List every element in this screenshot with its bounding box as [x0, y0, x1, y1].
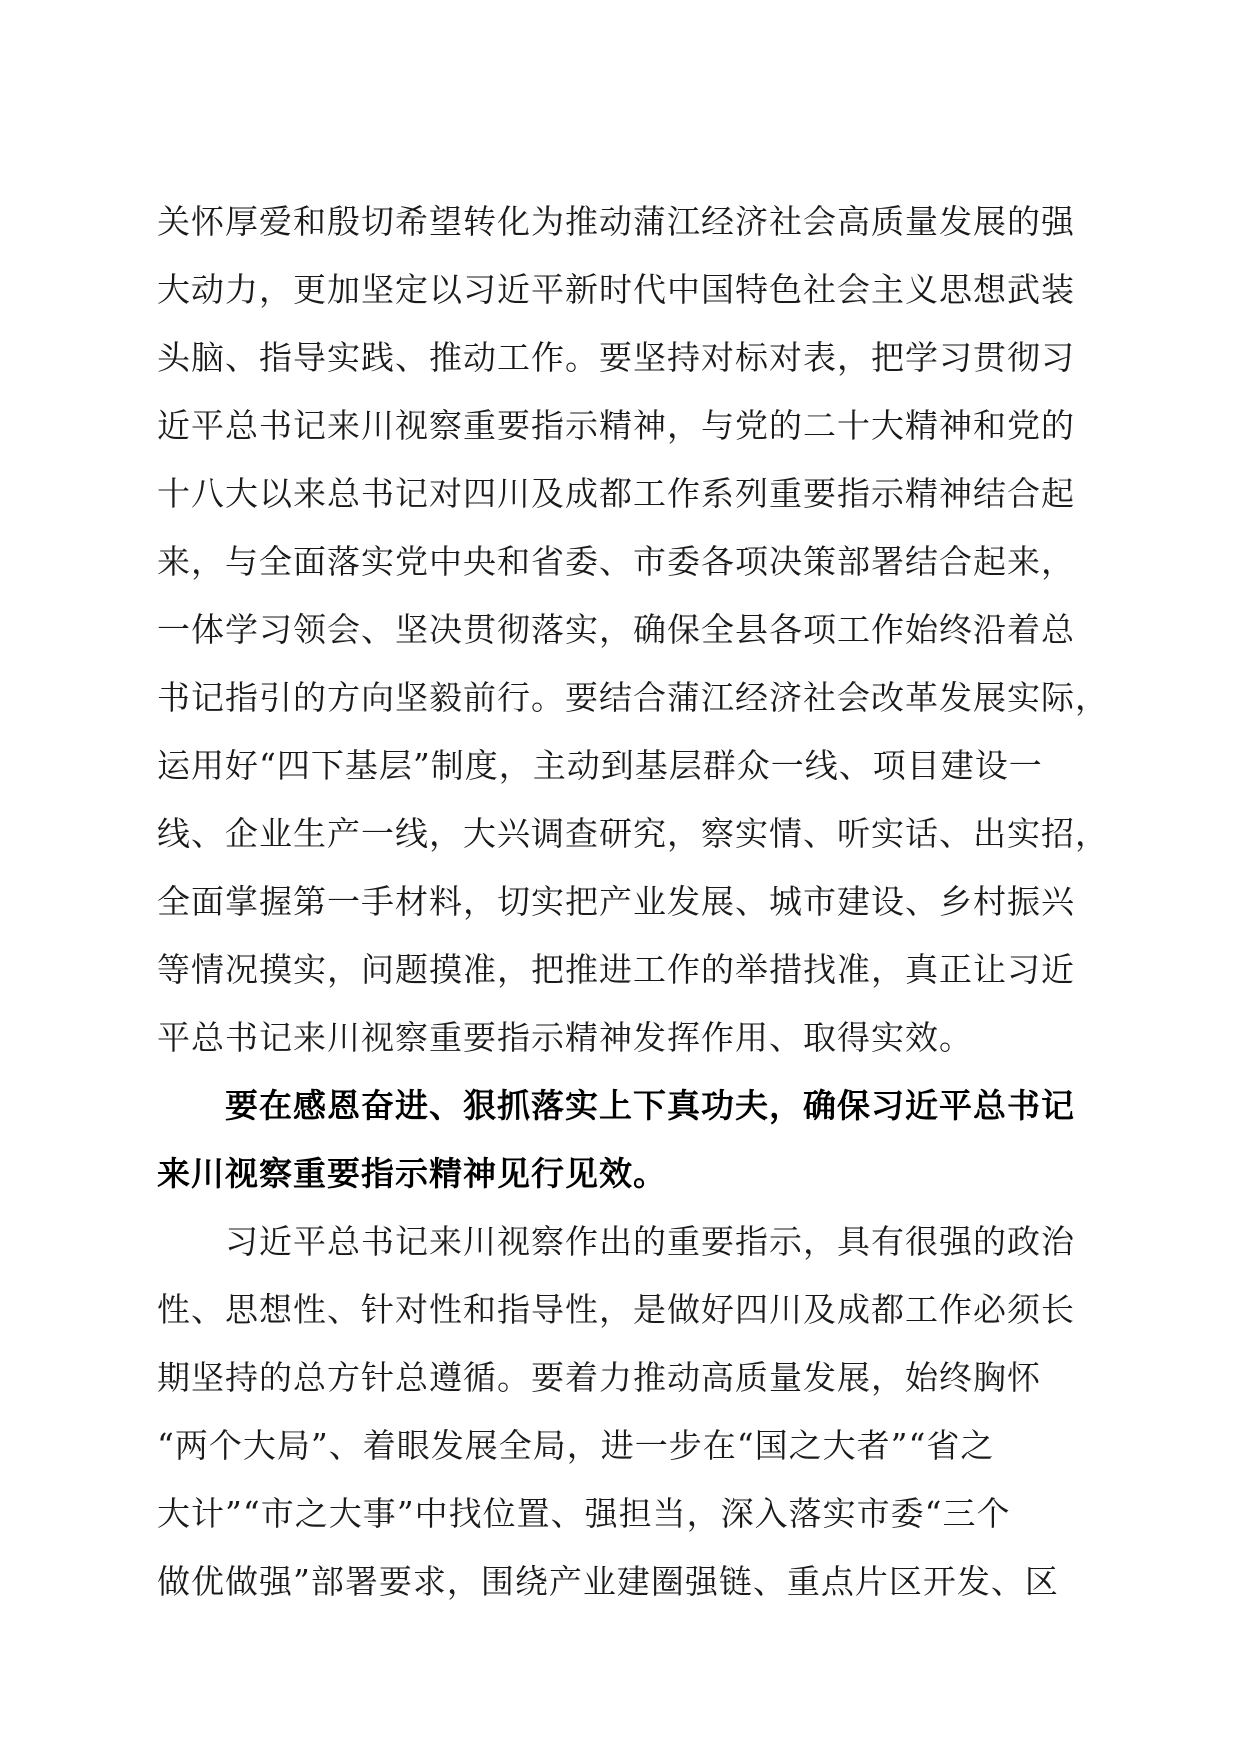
body-text — [157, 188, 1109, 1616]
text-line: 期坚持的总方针总遵循。要着力推动高质量发展，始终胸怀 — [157, 1358, 1041, 1397]
text-line: 头脑、指导实践、推动工作。要坚持对标对表，把学习贯彻习 — [157, 338, 1075, 377]
section-heading-line: 来川视察重要指示精神见行见效。 — [157, 1154, 667, 1193]
text-line: 十八大以来总书记对四川及成都工作系列重要指示精神结合起 — [157, 474, 1075, 513]
text-line: 做优做强”部署要求，围绕产业建圈强链、重点片区开发、区 — [157, 1562, 1059, 1601]
text-line: 大计”“市之大事”中找位置、强担当，深入落实市委“三个 — [157, 1494, 1011, 1533]
text-line: 线、企业生产一线，大兴调查研究，察实情、听实话、出实招， — [157, 814, 1109, 853]
text-line: 来，与全面落实党中央和省委、市委各项决策部署结合起来， — [157, 542, 1075, 581]
text-line: 平总书记来川视察重要指示精神发挥作用、取得实效。 — [157, 1018, 973, 1057]
text-line: 书记指引的方向坚毅前行。要结合蒲江经济社会改革发展实际， — [157, 678, 1109, 717]
text-line: 近平总书记来川视察重要指示精神，与党的二十大精神和党的 — [157, 406, 1075, 445]
text-line: 等情况摸实，问题摸准，把推进工作的举措找准，真正让习近 — [157, 950, 1075, 989]
section-heading-line: 要在感恩奋进、狠抓落实上下真功夫，确保习近平总书记 — [157, 1086, 1075, 1125]
text-line: 习近平总书记来川视察作出的重要指示，具有很强的政治 — [157, 1222, 1075, 1261]
text-line: 性、思想性、针对性和指导性，是做好四川及成都工作必须长 — [157, 1290, 1075, 1329]
text-line: 全面掌握第一手材料，切实把产业发展、城市建设、乡村振兴 — [157, 882, 1075, 921]
text-line: “两个大局”、着眼发展全局，进一步在“国之大者”“省之 — [157, 1426, 995, 1465]
text-line: 关怀厚爱和殷切希望转化为推动蒲江经济社会高质量发展的强 — [157, 202, 1075, 241]
text-line: 运用好“四下基层”制度，主动到基层群众一线、项目建设一 — [157, 746, 1043, 785]
text-line: 一体学习领会、坚决贯彻落实，确保全县各项工作始终沿着总 — [157, 610, 1075, 649]
text-line: 大动力，更加坚定以习近平新时代中国特色社会主义思想武装 — [157, 270, 1075, 309]
